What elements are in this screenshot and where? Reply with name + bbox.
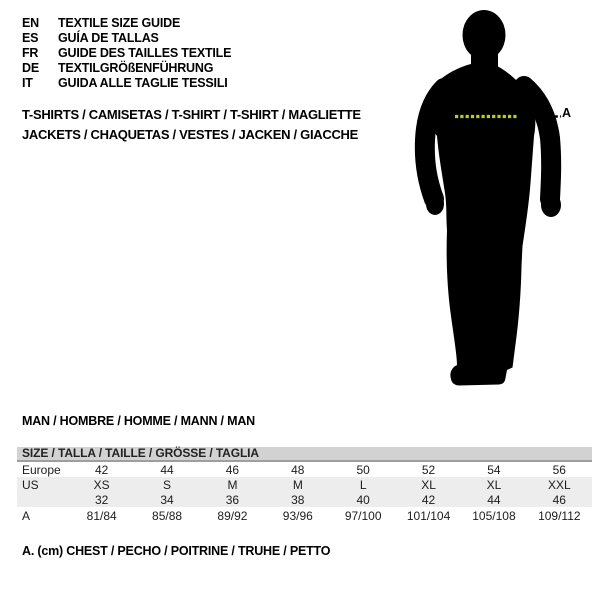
language-label: TEXTILGRÖßENFÜHRUNG [58, 61, 214, 75]
size-cell: 105/108 [472, 508, 516, 523]
measurement-footnote: A. (cm) CHEST / PECHO / POITRINE / TRUHE / PETTO [22, 544, 331, 558]
size-cell: 36 [225, 492, 240, 507]
language-label: TEXTILE SIZE GUIDE [58, 16, 181, 30]
size-cell: 56 [552, 462, 566, 477]
silhouette-shapes [423, 10, 561, 386]
size-cell: 97/100 [344, 508, 382, 523]
language-row [22, 46, 231, 61]
size-cell: 54 [487, 462, 501, 477]
size-cell: 101/104 [406, 508, 451, 523]
size-table [17, 447, 592, 524]
language-row [22, 16, 231, 31]
language-row [22, 61, 231, 76]
man-silhouette [408, 8, 568, 390]
table-row-chest-cm [17, 507, 592, 524]
size-cell: 81/84 [86, 508, 117, 523]
size-cell: 50 [356, 462, 370, 477]
size-cell: 89/92 [217, 508, 248, 523]
size-cell: 34 [160, 492, 174, 507]
table-row-europe [17, 462, 592, 477]
man-silhouette-figure [408, 8, 568, 390]
language-title-list [22, 16, 231, 91]
language-label: GUÍA DE TALLAS [58, 31, 159, 45]
row-label: US [22, 477, 39, 492]
category-lines [22, 105, 361, 145]
language-row [22, 76, 231, 91]
section-title-man: MAN / HOMBRE / HOMME / MANN / MAN [22, 414, 255, 428]
size-cell: 93/96 [282, 508, 313, 523]
language-code: IT [22, 76, 33, 90]
size-cell: S [163, 477, 172, 492]
size-cell: L [359, 477, 367, 492]
row-label: Europe [22, 462, 61, 477]
size-cell: 85/88 [152, 508, 183, 523]
size-cell: 52 [421, 462, 436, 477]
language-label: GUIDE DES TAILLES TEXTILE [58, 46, 232, 60]
size-cell: XL [421, 477, 436, 492]
language-code: DE [22, 61, 39, 75]
right-hand-shape [541, 193, 561, 217]
size-cell: 42 [95, 462, 109, 477]
size-cell: 109/112 [538, 508, 581, 523]
size-cell: 38 [291, 492, 305, 507]
size-cell: 46 [225, 462, 240, 477]
size-cell: 32 [95, 492, 109, 507]
measurement-a-label: A [562, 106, 572, 120]
category-line-tshirts: T-SHIRTS / CAMISETAS / T-SHIRT / T-SHIRT / MAGLIETTE [22, 107, 361, 122]
table-row-us [17, 477, 592, 492]
size-cell: 48 [291, 462, 305, 477]
language-code: ES [22, 31, 39, 45]
size-cell: XXL [547, 477, 571, 492]
size-cell: 44 [487, 492, 501, 507]
language-label: GUIDA ALLE TAGLIE TESSILI [58, 76, 228, 90]
row-label: A [22, 508, 31, 523]
size-cell: XL [486, 477, 502, 492]
category-line-jackets: JACKETS / CHAQUETAS / VESTES / JACKEN / GIACCHE [22, 127, 358, 142]
size-cell: 46 [552, 492, 566, 507]
size-cell: 40 [356, 492, 370, 507]
table-row-us-numeric [17, 492, 592, 507]
size-table-header: SIZE / TALLA / TAILLE / GRÖSSE / TAGLIA [17, 447, 592, 462]
size-cell: XS [93, 477, 110, 492]
left-hand-shape [426, 193, 444, 215]
size-cell: M [292, 477, 303, 492]
language-code: FR [22, 46, 39, 60]
size-cell: M [227, 477, 238, 492]
size-cell: 42 [421, 492, 436, 507]
size-cell: 44 [160, 462, 174, 477]
language-row [22, 31, 231, 46]
language-code: EN [22, 16, 39, 30]
